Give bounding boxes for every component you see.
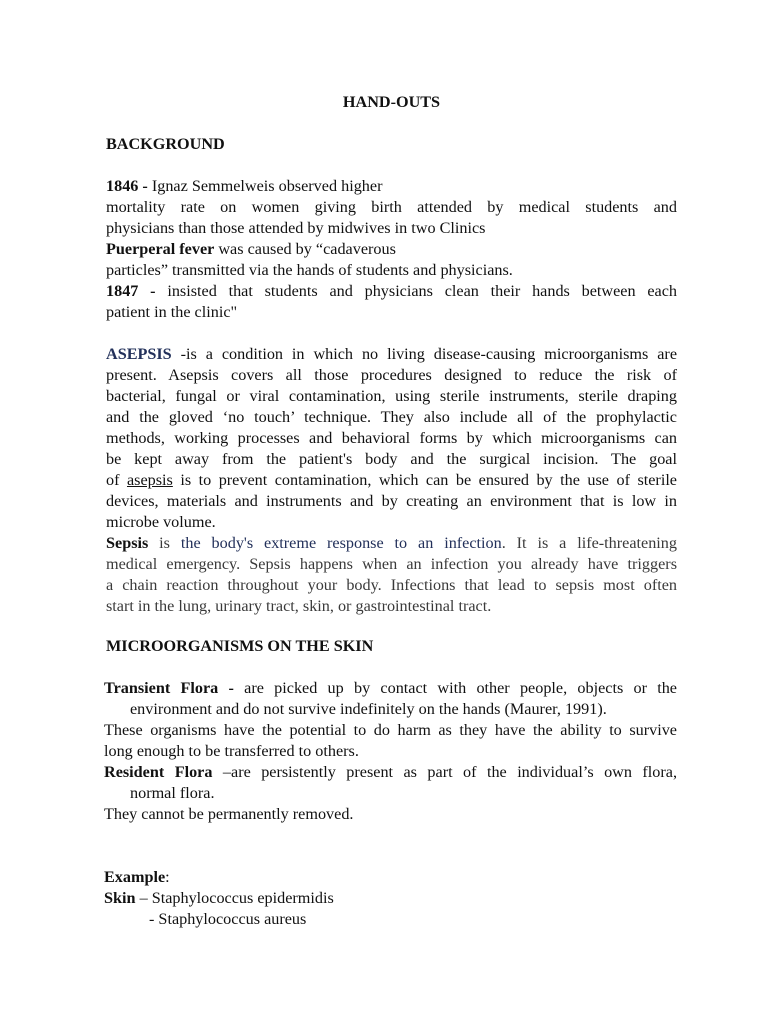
asepsis-line6: be kept away from the patient's body and the surgical incision. The goal xyxy=(106,450,677,468)
year-1847: 1847 - xyxy=(106,282,156,300)
example-label-line: Example: xyxy=(104,868,170,886)
example-label: Example xyxy=(104,868,166,886)
page-title: HAND-OUTS xyxy=(342,93,441,111)
transient-line2: environment and do not survive indefinitely on the hands (Maurer, 1991). xyxy=(130,700,607,718)
resident-line1: Resident Flora –are persistently present as part of the individual’s own flora, xyxy=(104,763,678,781)
asepsis-line3: bacterial, fungal or viral contamination, using sterile instruments, sterile draping xyxy=(106,387,677,405)
paragraph-1847-line1: 1847 - insisted that students and physicians clean their hands between each xyxy=(106,282,677,300)
sepsis-line2: medical emergency. Sepsis happens when an infection you already have triggers xyxy=(106,555,677,573)
asepsis-line9: microbe volume. xyxy=(106,513,216,531)
skin-term: Skin xyxy=(104,889,136,907)
year-1846: 1846 - xyxy=(106,177,148,195)
asepsis-line8: devices, materials and instruments and by creating an environment that is low in xyxy=(106,492,677,510)
asepsis-line2: present. Asepsis covers all those procedures designed to reduce the risk of xyxy=(106,366,677,384)
paragraph-1846-line1: 1846 - Ignaz Semmelweis observed higher xyxy=(106,177,383,195)
transient-line1: Transient Flora - are picked up by contact with other people, objects or the xyxy=(104,679,677,697)
puerperal-line1: Puerperal fever was caused by “cadaverous xyxy=(106,240,396,258)
sepsis-line1: Sepsis is the body's extreme response to an infection. It is a life-threatening xyxy=(106,534,677,552)
sepsis-line3: a chain reaction throughout your body. Infections that lead to sepsis most often xyxy=(106,576,677,594)
puerperal-line2: particles” transmitted via the hands of students and physicians. xyxy=(106,261,513,279)
resident-term: Resident Flora xyxy=(104,763,213,781)
transient-line4: long enough to be transferred to others. xyxy=(104,742,359,760)
background-heading: BACKGROUND xyxy=(106,135,225,153)
asepsis-line7: of asepsis is to prevent contamination, which can be ensured by the use of sterile xyxy=(106,471,677,489)
paragraph-1847-line2: patient in the clinic" xyxy=(106,303,238,321)
transient-line3: These organisms have the potential to do harm as they have the ability to survive xyxy=(104,721,677,739)
asepsis-link[interactable]: asepsis xyxy=(126,471,173,489)
sepsis-term: Sepsis xyxy=(106,534,149,552)
paragraph-1846-line3: physicians than those attended by midwives in two Clinics xyxy=(106,219,486,237)
skin-line1: Skin – Staphylococcus epidermidis xyxy=(104,889,334,907)
transient-term: Transient Flora - xyxy=(104,679,234,697)
resident-line2: normal flora. xyxy=(130,784,215,802)
sepsis-line4: start in the lung, urinary tract, skin, or gastrointestinal tract. xyxy=(106,597,492,615)
skin-line2: - Staphylococcus aureus xyxy=(149,910,307,928)
puerperal-term: Puerperal fever xyxy=(106,240,215,258)
microorganisms-heading: MICROORGANISMS ON THE SKIN xyxy=(106,637,374,655)
sepsis-definition: the body's extreme response to an infection xyxy=(180,534,502,552)
resident-line3: They cannot be permanently removed. xyxy=(104,805,354,823)
paragraph-1846-line2: mortality rate on women giving birth attended by medical students and xyxy=(106,198,677,216)
asepsis-line1: ASEPSIS -is a condition in which no living disease-causing microorganisms are xyxy=(106,345,677,363)
asepsis-line5: methods, working processes and behavioral forms by which microorganisms can xyxy=(106,429,677,447)
asepsis-line4: and the gloved ‘no touch’ technique. They also include all of the prophylactic xyxy=(106,408,677,426)
asepsis-term: ASEPSIS xyxy=(106,345,172,363)
